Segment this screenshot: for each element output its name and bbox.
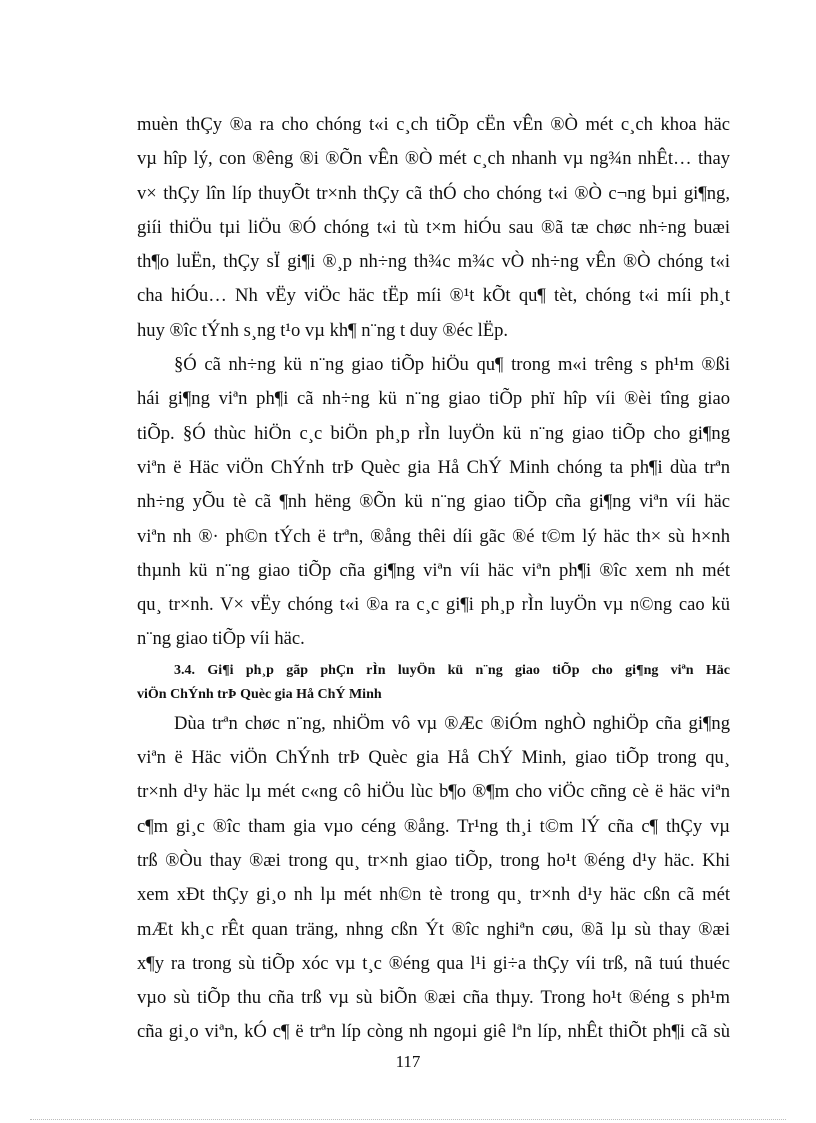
text-line: tiÕp. §Ó thùc hiÖn c¸c biÖn ph¸p rÌn luyÖn kü n¨ng giao tiÕp cho gi¶ng: [137, 422, 730, 444]
heading-line: viÖn ChÝnh trÞ Quèc gia Hå ChÝ Minh: [137, 686, 382, 702]
text-line: huy ®îc tÝnh s¸ng t¹o vµ kh¶ n¨ng t duy ®éc lËp.: [137, 319, 509, 341]
text-line: §Ó cã nh÷ng kü n¨ng giao tiÕp hiÖu qu¶ trong m«i trêng s ph¹m ®ßi: [174, 354, 730, 376]
text-line: vµo sù tiÕp thu cña trß vµ sù biÕn ®æi cña thµy. Trong ho¹t ®éng s ph¹m: [137, 987, 730, 1009]
text-line: viªn ë Häc viÖn ChÝnh trÞ Quèc gia Hå ChÝ Minh, giao tiÕp trong qu¸: [137, 747, 730, 769]
text-line: muèn thÇy ®a ra cho chóng t«i c¸ch tiÕp cËn vÊn ®Ò mét c¸ch khoa häc: [137, 114, 730, 135]
body-text: [137, 108, 730, 1050]
paragraph-2: [137, 348, 730, 657]
text-line: giíi thiÖu tµi liÖu ®Ó chóng t«i tù t×m hiÓu sau ®ã tæ chøc nh÷ng buæi: [137, 216, 730, 238]
text-line: mÆt kh¸c rÊt quan träng, nhng cßn Ýt ®îc nghiªn cøu, ®ã lµ sù thay ®æi: [137, 918, 730, 940]
text-line: thµnh kü n¨ng giao tiÕp cña gi¶ng viªn víi häc viªn ph¶i ®îc xem nh mét: [137, 559, 730, 581]
text-line: v× thÇy lîn líp thuyÕt tr×nh thÇy cã thÓ cho chóng t«i ®Ò c¬ng bµi gi¶ng,: [137, 182, 730, 204]
text-line: c¶m gi¸c ®îc tham gia vµo céng ®ång. Tr¹ng th¸i t©m lÝ cña c¶ thÇy vµ: [137, 815, 730, 837]
text-line: trß ®Òu thay ®æi trong qu¸ tr×nh giao tiÕp, trong ho¹t ®éng d¹y häc. Khi: [137, 849, 730, 871]
section-heading: [137, 659, 730, 707]
text-line: cña gi¸o viªn, kÓ c¶ ë trªn líp còng nh ngoµi giê lªn líp, nhÊt thiÕt ph¶i cã sù: [137, 1021, 730, 1043]
text-line: viªn nh ®· ph©n tÝch ë trªn, ®ång thêi díi gãc ®é t©m lý häc th× sù h×nh: [137, 525, 730, 547]
page-bottom-rule: [30, 1119, 786, 1120]
text-line: xem xÐt thÇy gi¸o nh lµ mét nh©n tè trong qu¸ tr×nh d¹y häc cßn cã mét: [137, 884, 730, 906]
page-number: 117: [395, 1052, 421, 1071]
text-line: qu¸ tr×nh. V× vËy chóng t«i ®a ra c¸c gi¶i ph¸p rÌn luyÖn vµ n©ng cao kü: [137, 594, 730, 616]
heading-line: 3.4. Gi¶i ph¸p gãp phÇn rÌn luyÖn kü n¨ng giao tiÕp cho gi¶ng viªn Häc: [174, 662, 730, 678]
text-line: nh÷ng yÕu tè cã ¶nh hëng ®Õn kü n¨ng giao tiÕp cña gi¶ng viªn víi häc: [137, 491, 730, 513]
paragraph-3: [137, 707, 730, 1050]
text-line: Dùa trªn chøc n¨ng, nhiÖm vô vµ ®Æc ®iÓm nghÒ nghiÖp cña gi¶ng: [174, 712, 730, 734]
text-line: x¶y ra trong sù tiÕp xóc vµ t¸c ®éng qua l¹i gi÷a thÇy víi trß, nã tuú thuéc: [137, 952, 730, 974]
text-line: vµ hîp lý, con ®êng ®i ®Õn vÊn ®Ò mét c¸ch nhanh vµ ng¾n nhÊt… thay: [137, 148, 730, 170]
text-line: tr×nh d¹y häc lµ mét c«ng cô hiÖu lùc b¶o ®¶m cho viÖc cñng cè ë häc viªn: [137, 781, 730, 803]
text-line: cha hiÓu… Nh vËy viÖc häc tËp míi ®¹t kÕt qu¶ tèt, chóng t«i míi ph¸t: [137, 285, 730, 307]
text-line: th¶o luËn, thÇy sÏ gi¶i ®¸p nh÷ng th¾c m¾c vÒ nh÷ng vÊn ®Ò chóng t«i: [137, 251, 730, 273]
text-line: hái gi¶ng viªn ph¶i cã nh÷ng kü n¨ng giao tiÕp phï hîp víi ®èi tîng giao: [137, 388, 730, 410]
text-line: viªn ë Häc viÖn ChÝnh trÞ Quèc gia Hå ChÝ Minh chóng ta ph¶i dùa trªn: [137, 456, 730, 478]
paragraph-1: [137, 108, 730, 348]
text-line: n¨ng giao tiÕp víi häc.: [137, 628, 305, 650]
